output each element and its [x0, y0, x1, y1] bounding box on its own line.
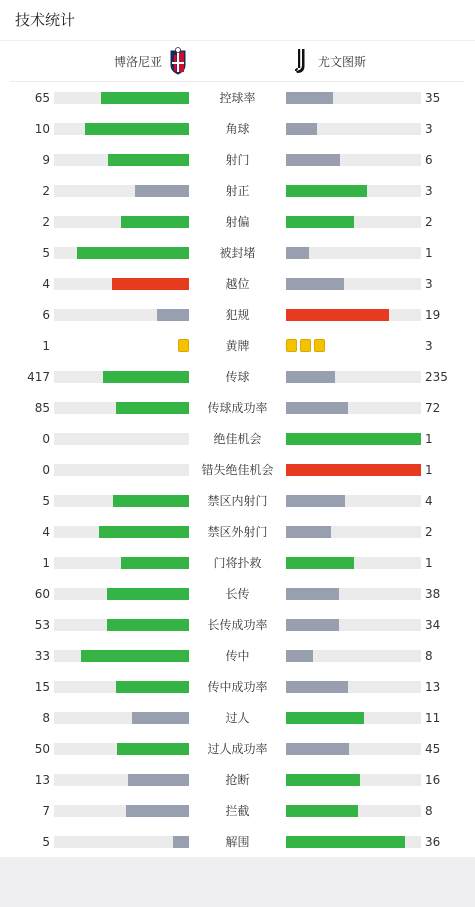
home-stat-value: 15 [34, 680, 50, 694]
home-stat-value: 10 [34, 122, 50, 136]
away-stat-value: 1 [425, 463, 433, 477]
away-bar-fill [286, 805, 358, 817]
home-bar-fill [101, 92, 189, 104]
away-bar-track [286, 588, 421, 600]
away-bar-fill [286, 712, 364, 724]
home-stat-value: 4 [42, 277, 50, 291]
stat-row [0, 827, 475, 858]
stat-row [0, 238, 475, 269]
away-stat-value: 36 [425, 835, 441, 849]
stat-row [0, 300, 475, 331]
stat-label: 绝佳机会 [213, 432, 262, 446]
stat-label: 过人成功率 [207, 742, 268, 756]
home-stat-value: 4 [42, 525, 50, 539]
stat-label: 长传成功率 [207, 618, 268, 632]
stat-label: 禁区内射门 [207, 494, 268, 508]
stat-row [0, 548, 475, 579]
away-stat-value: 4 [425, 494, 433, 508]
stat-row [0, 145, 475, 176]
away-bar-track [286, 836, 421, 848]
away-bar-fill [286, 185, 367, 197]
home-bar-track [54, 433, 189, 445]
home-bar-track [54, 774, 189, 786]
stat-row [0, 207, 475, 238]
stat-label: 越位 [225, 277, 250, 291]
away-bar-track [286, 278, 421, 290]
home-bar-fill [107, 588, 189, 600]
away-bar-fill [286, 309, 389, 321]
away-stat-value: 2 [425, 215, 433, 229]
away-bar-fill [286, 402, 348, 414]
away-bar-track [286, 650, 421, 662]
away-bar-track [286, 185, 421, 197]
away-stat-value: 1 [425, 556, 433, 570]
home-bar-fill [128, 774, 189, 786]
stat-label: 黄牌 [225, 339, 250, 353]
away-stat-value: 11 [425, 711, 441, 725]
away-bar-track [286, 712, 421, 724]
stat-row [0, 517, 475, 548]
home-bar-track [54, 526, 189, 538]
stat-row [0, 703, 475, 734]
home-stat-value: 53 [34, 618, 50, 632]
home-bar-fill [99, 526, 189, 538]
home-bar-track [54, 650, 189, 662]
home-stat-value: 85 [34, 401, 50, 415]
away-stat-value: 19 [425, 308, 441, 322]
home-bar-fill [107, 619, 189, 631]
home-stat-value: 65 [34, 91, 50, 105]
away-team-name: 尤文图斯 [318, 55, 367, 69]
away-bar-track [286, 371, 421, 383]
home-yellow-cards [175, 339, 189, 353]
away-bar-fill [286, 216, 354, 228]
stat-row [0, 455, 475, 486]
home-bar-track [54, 185, 189, 197]
stat-row [0, 579, 475, 610]
away-stat-value: 34 [425, 618, 441, 632]
away-stat-value: 8 [425, 804, 433, 818]
away-stat-value: 16 [425, 773, 441, 787]
stat-row [0, 83, 475, 114]
stat-row [0, 765, 475, 796]
home-bar-fill [116, 402, 189, 414]
home-bar-fill [77, 247, 189, 259]
stat-label: 犯规 [225, 308, 250, 322]
stat-label: 传球 [225, 370, 250, 384]
away-stat-value: 2 [425, 525, 433, 539]
home-bar-fill [85, 123, 189, 135]
home-stat-value: 1 [42, 339, 50, 353]
stat-row [0, 796, 475, 827]
away-stat-value: 1 [425, 246, 433, 260]
stat-row [0, 393, 475, 424]
stat-label: 过人 [225, 711, 250, 725]
away-bar-fill [286, 681, 348, 693]
stat-row [0, 362, 475, 393]
away-bar-track [286, 309, 421, 321]
juventus-logo-icon [293, 47, 309, 75]
yellow-card-icon [286, 339, 297, 352]
bologna-crest-icon [169, 47, 187, 75]
stat-label: 传球成功率 [207, 401, 268, 415]
away-bar-fill [286, 123, 317, 135]
away-bar-track [286, 619, 421, 631]
home-bar-track [54, 123, 189, 135]
home-stat-value: 8 [42, 711, 50, 725]
away-bar-fill [286, 371, 335, 383]
home-bar-track [54, 247, 189, 259]
stat-label: 拦截 [225, 804, 250, 818]
stat-row [0, 176, 475, 207]
home-stat-value: 0 [42, 463, 50, 477]
home-bar-fill [135, 185, 189, 197]
away-bar-fill [286, 433, 421, 445]
away-stat-value: 3 [425, 122, 433, 136]
away-bar-track [286, 402, 421, 414]
home-bar-track [54, 743, 189, 755]
away-bar-track [286, 216, 421, 228]
away-stat-value: 38 [425, 587, 441, 601]
home-bar-track [54, 805, 189, 817]
home-bar-fill [132, 712, 189, 724]
stat-row [0, 331, 475, 362]
home-team-name: 博洛尼亚 [114, 55, 163, 69]
home-stat-value: 0 [42, 432, 50, 446]
away-bar-track [286, 557, 421, 569]
away-yellow-cards [286, 339, 328, 353]
away-bar-fill [286, 836, 405, 848]
home-bar-track [54, 92, 189, 104]
stat-label: 射正 [225, 184, 250, 198]
stat-row [0, 610, 475, 641]
stat-label: 传中成功率 [207, 680, 268, 694]
home-bar-fill [121, 557, 189, 569]
home-bar-track [54, 836, 189, 848]
home-bar-track [54, 588, 189, 600]
home-bar-fill [81, 650, 189, 662]
home-bar-track [54, 681, 189, 693]
home-stat-value: 2 [42, 184, 50, 198]
stat-row [0, 486, 475, 517]
home-stat-value: 417 [27, 370, 50, 384]
away-bar-track [286, 464, 421, 476]
home-bar-fill [116, 681, 189, 693]
home-stat-value: 5 [42, 494, 50, 508]
away-bar-track [286, 123, 421, 135]
stat-row [0, 424, 475, 455]
home-bar-fill [113, 495, 189, 507]
away-bar-fill [286, 247, 309, 259]
home-bar-fill [126, 805, 189, 817]
away-bar-track [286, 526, 421, 538]
away-stat-value: 3 [425, 339, 433, 353]
home-bar-track [54, 371, 189, 383]
away-bar-fill [286, 743, 349, 755]
away-stat-value: 6 [425, 153, 433, 167]
away-bar-track [286, 154, 421, 166]
home-bar-fill [121, 216, 189, 228]
stat-label: 控球率 [219, 91, 256, 105]
home-bar-fill [173, 836, 189, 848]
home-stat-value: 9 [42, 153, 50, 167]
stat-label: 被封堵 [219, 246, 256, 260]
stat-label: 长传 [225, 587, 250, 601]
home-stat-value: 7 [42, 804, 50, 818]
home-stat-value: 5 [42, 835, 50, 849]
stat-label: 角球 [225, 122, 250, 136]
stat-label: 门将扑救 [213, 556, 262, 570]
stat-label: 射门 [225, 153, 250, 167]
away-stat-value: 3 [425, 277, 433, 291]
stat-row [0, 734, 475, 765]
away-bar-track [286, 681, 421, 693]
away-bar-fill [286, 557, 354, 569]
away-stat-value: 8 [425, 649, 433, 663]
away-stat-value: 72 [425, 401, 441, 415]
away-bar-track [286, 433, 421, 445]
away-bar-fill [286, 619, 339, 631]
page-title: 技术统计 [0, 0, 475, 41]
home-bar-track [54, 619, 189, 631]
teams-header [10, 41, 465, 82]
home-bar-track [54, 216, 189, 228]
home-bar-fill [117, 743, 189, 755]
away-stat-value: 1 [425, 432, 433, 446]
home-bar-fill [103, 371, 189, 383]
home-bar-track [54, 309, 189, 321]
home-bar-track [54, 464, 189, 476]
home-bar-track [54, 712, 189, 724]
home-bar-fill [157, 309, 189, 321]
away-stat-value: 235 [425, 370, 448, 384]
away-bar-fill [286, 464, 421, 476]
away-bar-fill [286, 278, 344, 290]
home-stat-value: 5 [42, 246, 50, 260]
away-bar-fill [286, 526, 331, 538]
home-stat-value: 1 [42, 556, 50, 570]
home-bar-track [54, 557, 189, 569]
home-bar-track [54, 278, 189, 290]
stat-label: 错失绝佳机会 [201, 463, 274, 477]
home-stat-value: 13 [34, 773, 50, 787]
stat-row [0, 672, 475, 703]
away-stat-value: 3 [425, 184, 433, 198]
away-bar-fill [286, 774, 360, 786]
away-bar-fill [286, 154, 340, 166]
home-bar-track [54, 154, 189, 166]
home-bar-track [54, 402, 189, 414]
away-bar-track [286, 774, 421, 786]
away-bar-track [286, 805, 421, 817]
away-stat-value: 13 [425, 680, 441, 694]
away-stat-value: 45 [425, 742, 441, 756]
away-bar-track [286, 92, 421, 104]
stat-row [0, 269, 475, 300]
home-stat-value: 2 [42, 215, 50, 229]
away-bar-fill [286, 92, 333, 104]
home-bar-fill [108, 154, 189, 166]
away-bar-track [286, 495, 421, 507]
stats-list [0, 83, 475, 858]
stat-label: 禁区外射门 [207, 525, 268, 539]
stat-label: 射偏 [225, 215, 250, 229]
yellow-card-icon [178, 339, 189, 352]
away-bar-track [286, 247, 421, 259]
stat-row [0, 641, 475, 672]
stat-label: 解围 [225, 835, 250, 849]
yellow-card-icon [300, 339, 311, 352]
stat-label: 抢断 [225, 773, 250, 787]
home-stat-value: 50 [34, 742, 50, 756]
home-stat-value: 60 [34, 587, 50, 601]
away-bar-fill [286, 588, 339, 600]
away-bar-track [286, 743, 421, 755]
away-stat-value: 35 [425, 91, 441, 105]
away-bar-fill [286, 650, 313, 662]
stat-row [0, 114, 475, 145]
home-stat-value: 33 [34, 649, 50, 663]
home-bar-track [54, 495, 189, 507]
yellow-card-icon [314, 339, 325, 352]
stat-label: 传中 [225, 649, 250, 663]
away-bar-fill [286, 495, 345, 507]
home-bar-fill [112, 278, 189, 290]
home-stat-value: 6 [42, 308, 50, 322]
